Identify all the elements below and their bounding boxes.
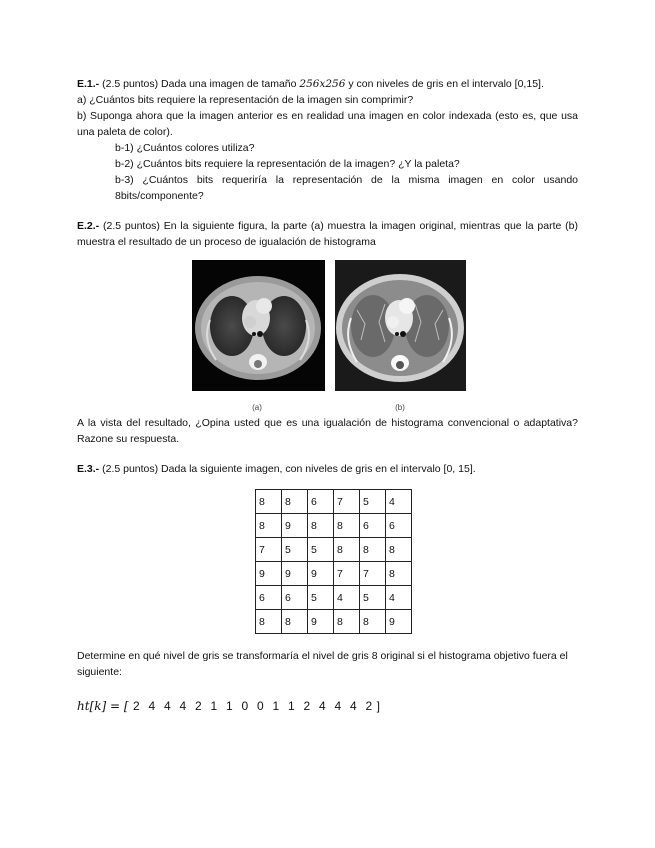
matrix-cell: 6 <box>256 586 282 610</box>
e2-intro: E.2.- (2.5 puntos) En la siguiente figura, la parte (a) muestra la imagen original, mientras que la parte (b) muestra el resultado de un proceso de igualación de histograma <box>77 220 578 248</box>
histogram-value: 4 <box>318 699 326 713</box>
e1-size: 256x256 <box>299 78 346 90</box>
histogram-value: 1 <box>287 699 295 713</box>
e3-label: E.3.- <box>77 463 100 475</box>
matrix-cell: 5 <box>360 586 386 610</box>
caption-b: (b) <box>395 403 405 412</box>
matrix-cell: 5 <box>308 538 334 562</box>
histogram-value: 2 <box>365 699 373 713</box>
histogram-values <box>129 699 377 713</box>
histogram-value: 1 <box>210 699 218 713</box>
e3-intro: E.3.- (2.5 puntos) Dada la siguiente imagen, con niveles de gris en el intervalo [0, 15]. <box>77 463 476 475</box>
matrix-cell: 8 <box>386 538 412 562</box>
matrix-cell: 6 <box>360 514 386 538</box>
ct-image-original <box>192 260 325 391</box>
histogram-value: 4 <box>349 699 357 713</box>
histogram-value: 4 <box>334 699 342 713</box>
matrix-cell: 8 <box>256 514 282 538</box>
e1-question-b2: b-2) ¿Cuántos bits requiere la representación de la imagen? ¿Y la paleta? <box>115 158 460 170</box>
matrix-row <box>256 610 412 634</box>
matrix-row <box>256 538 412 562</box>
matrix-cell: 4 <box>386 490 412 514</box>
matrix-cell: 4 <box>386 586 412 610</box>
e1-question-b: b) Suponga ahora que la imagen anterior es en realidad una imagen en color indexada (esto es, que usa una paleta de color). <box>77 110 578 138</box>
matrix-cell: 8 <box>360 538 386 562</box>
matrix-cell: 8 <box>282 610 308 634</box>
ct-image-equalized <box>335 260 466 391</box>
e1-intro: E.1.- (2.5 puntos) Dada una imagen de tamaño 256x256 y con niveles de gris en el intervalo [0,15]. <box>77 78 544 90</box>
histogram-label: ht[k] = [ <box>77 699 129 713</box>
matrix-cell: 5 <box>360 490 386 514</box>
histogram-value: 2 <box>194 699 202 713</box>
matrix-cell: 9 <box>308 610 334 634</box>
histogram-value: 0 <box>256 699 264 713</box>
matrix-cell: 9 <box>282 562 308 586</box>
histogram-value: 1 <box>272 699 280 713</box>
target-histogram <box>77 698 578 714</box>
histogram-value: 2 <box>132 699 140 713</box>
matrix-cell: 7 <box>360 562 386 586</box>
e2-label: E.2.- <box>77 220 100 232</box>
gray-level-matrix <box>255 489 412 634</box>
histogram-value: 1 <box>225 699 233 713</box>
matrix-cell: 6 <box>308 490 334 514</box>
exam-page <box>77 76 578 714</box>
histogram-value: 4 <box>148 699 156 713</box>
histogram-value: 0 <box>241 699 249 713</box>
matrix-cell: 9 <box>282 514 308 538</box>
e1-question-b1: b-1) ¿Cuántos colores utiliza? <box>115 142 255 154</box>
matrix-cell: 8 <box>334 514 360 538</box>
e1-question-a: a) ¿Cuántos bits requiere la representación de la imagen sin comprimir? <box>77 94 414 106</box>
matrix-cell: 7 <box>334 490 360 514</box>
matrix-cell: 4 <box>334 586 360 610</box>
matrix-cell: 6 <box>282 586 308 610</box>
matrix-cell: 5 <box>308 586 334 610</box>
matrix-cell: 6 <box>386 514 412 538</box>
matrix-cell: 8 <box>282 490 308 514</box>
matrix-cell: 9 <box>308 562 334 586</box>
matrix-cell: 7 <box>334 562 360 586</box>
histogram-value: 4 <box>179 699 187 713</box>
matrix-cell: 8 <box>334 610 360 634</box>
matrix-cell: 9 <box>256 562 282 586</box>
matrix-cell: 8 <box>308 514 334 538</box>
matrix-cell: 5 <box>282 538 308 562</box>
matrix-row <box>256 562 412 586</box>
matrix-cell: 7 <box>256 538 282 562</box>
histogram-value: 2 <box>303 699 311 713</box>
matrix-cell: 8 <box>386 562 412 586</box>
histogram-value: 4 <box>163 699 171 713</box>
matrix-cell: 8 <box>256 490 282 514</box>
matrix-row <box>256 586 412 610</box>
matrix-row <box>256 514 412 538</box>
matrix-cell: 9 <box>386 610 412 634</box>
matrix-row <box>256 490 412 514</box>
ct-figure <box>77 260 578 415</box>
e1-question-b3: b-3) ¿Cuántos bits requeriría la representación de la misma imagen en color usando 8bits/componente? <box>115 174 578 202</box>
matrix-cell: 8 <box>360 610 386 634</box>
matrix-cell: 8 <box>256 610 282 634</box>
matrix-cell: 8 <box>334 538 360 562</box>
e2-question: A la vista del resultado, ¿Opina usted que es una igualación de histograma convencional o adaptativa? Razone su respuesta. <box>77 417 578 445</box>
e1-label: E.1.- <box>77 78 100 90</box>
e3-question: Determine en qué nivel de gris se transformaría el nivel de gris 8 original si el histograma objetivo fuera el siguiente: <box>77 650 568 678</box>
caption-a: (a) <box>252 403 262 412</box>
histogram-close: ] <box>376 699 380 713</box>
